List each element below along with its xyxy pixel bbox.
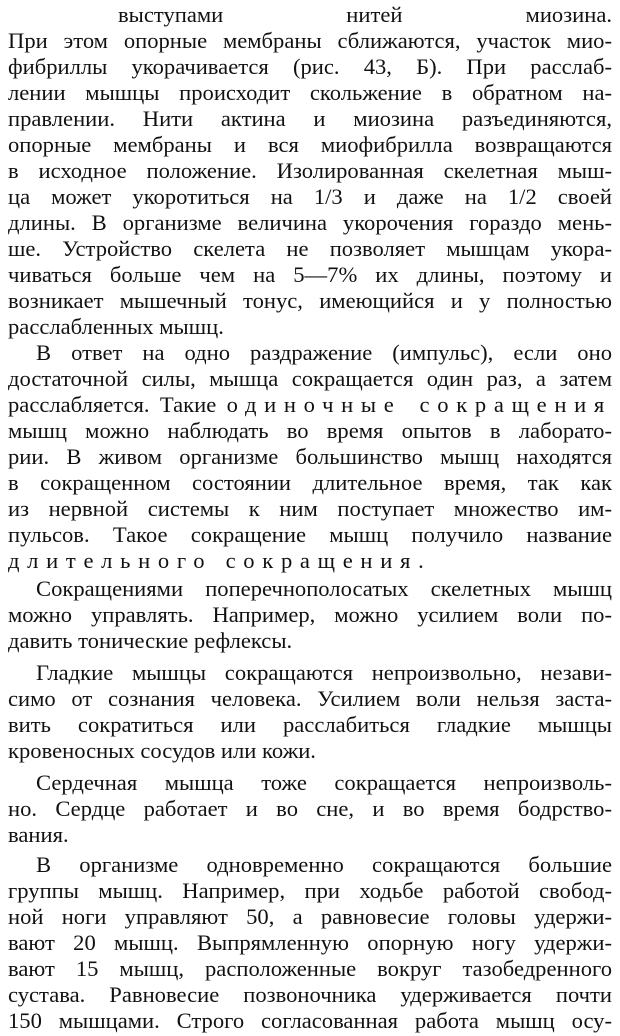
text-line: В организме одновременно сокращаются большие [36,852,612,877]
text-line: вить сократиться или расслабиться гладкие мышцы [8,712,612,737]
text-line: сустава. Равновесие позвоночника удерживается почти [8,982,612,1007]
text-line: рии. В живом организме большинство мышц находятся [8,444,612,469]
text-line: ной ноги управляют 50, а равновесие головы удержи- [8,904,612,929]
text-line: в исходное положение. Изолированная скелетная мыш- [8,158,612,183]
text-line: лении мышцы происходит скольжение в обратном на- [8,80,612,105]
text-line: достаточной силы, мышца сокращается один раз, а затем [8,366,612,391]
text-line: давить тонические рефлексы. [8,628,293,653]
text-line: При этом опорные мембраны сближаются, участок мио- [8,28,612,53]
text-line: можно управлять. Например, можно усилием воли по- [8,602,612,627]
text-line: в сокращенном состоянии длительное время, так как [8,470,612,495]
spaced-term: одиночные сокращения [226,392,612,417]
text-line: ше. Устройство скелета не позволяет мышцам укора- [8,236,612,261]
text-line: группы мышц. Например, при ходьбе работой свобод- [8,878,612,903]
text-line: Сердечная мышца тоже сокращается непроизволь- [36,770,612,795]
text-line: возникает мышечный тонус, имеющийся и у полностью [8,288,612,313]
text-line: чиваться больше чем на 5—7% их длины, поэтому и [8,262,612,287]
text-line: длительного сокращения. [8,548,424,573]
text-line: вают 15 мышц, расположенные вокруг тазобедренного [8,956,612,981]
text-line: расслабленных мышц. [8,314,224,339]
text-line: фибриллы укорачивается (рис. 43, Б). При расслаб- [8,54,612,79]
text-line: расслабляется. Такие одиночные сокращения [8,392,612,417]
text-line: из нервной системы к ним поступает множество им- [8,496,612,521]
text-line: Сокращениями поперечнополосатых скелетных мышц [36,576,612,601]
text-line: выступами нитей миозина. [118,2,612,27]
text-line: Гладкие мышцы сокращаются непроизвольно, незави- [36,660,612,685]
text-line: ца может укоротиться на 1/3 и даже на 1/2 своей [8,184,612,209]
text-line: пульсов. Такое сокращение мышц получило название [8,522,612,547]
text-line: опорные мембраны и вся миофибрилла возвращаются [8,132,612,157]
text-line: кровеносных сосудов или кожи. [8,738,316,763]
text-line: вания. [8,822,69,847]
text-line: мышц можно наблюдать во время опытов в лаборато- [8,418,612,443]
text-line: вают 20 мышц. Выпрямленную опорную ногу удержи- [8,930,612,955]
spaced-term: длительного сокращения [8,548,419,573]
text-line: 150 мышцами. Строго согласованная работа мышц осу- [8,1008,612,1033]
text-line: симо от сознания человека. Усилием воли нельзя заста- [8,686,612,711]
text-line: В ответ на одно раздражение (импульс), если оно [36,340,612,365]
text-line: длины. В организме величина укорочения гораздо мень- [8,210,612,235]
text-line: но. Сердце работает и во сне, и во время бодрство- [8,796,612,821]
text-line: правлении. Нити актина и миозина разъединяются, [8,106,612,131]
